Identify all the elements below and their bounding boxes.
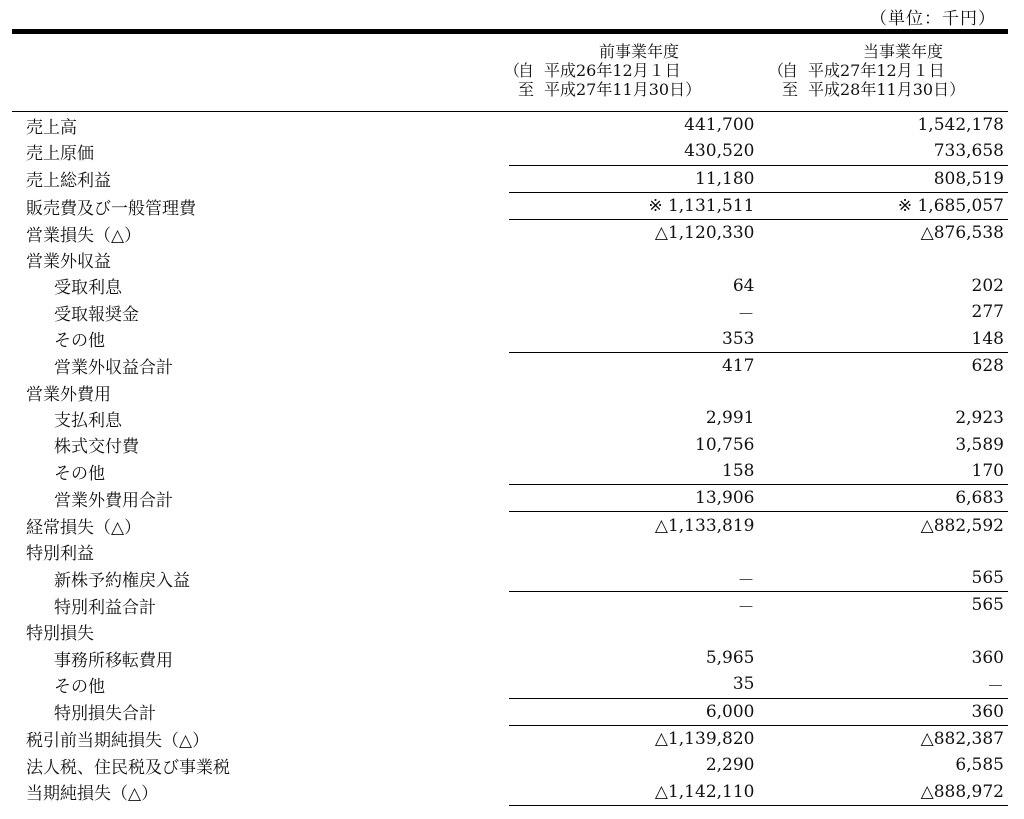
income-statement-table — [12, 112, 1008, 806]
prev-from-date: 平成26年12月１日 — [544, 61, 681, 80]
table-row — [12, 379, 1008, 405]
column-header — [12, 34, 1008, 112]
cur-value: 1,542,178 — [917, 115, 1004, 136]
table-row — [12, 619, 1008, 645]
prev-value: － — [737, 304, 755, 325]
cur-value: 202 — [971, 275, 1004, 296]
unit-label: （単位：千円） — [870, 9, 996, 29]
prev-to-label: 至 — [518, 80, 535, 99]
row-label: 法人税、住民税及び事業税 — [26, 757, 230, 778]
prev-value: 441,700 — [684, 115, 755, 136]
table-row — [12, 138, 1008, 165]
table-row — [12, 325, 1008, 352]
cur-value: 733,658 — [933, 141, 1004, 162]
prev-value: 417 — [509, 352, 759, 379]
cur-value: 2,923 — [955, 408, 1004, 429]
row-label: 株式交付費 — [54, 437, 139, 458]
cur-to-date: 平成28年11月30日） — [808, 80, 966, 99]
table-row — [12, 458, 1008, 485]
table-row — [12, 512, 1008, 539]
cur-value: 3,589 — [955, 434, 1004, 455]
row-label: 営業外収益 — [26, 252, 111, 273]
cur-value — [758, 246, 1008, 272]
table-row — [12, 671, 1008, 698]
cur-from-label: 自 — [782, 61, 799, 80]
prev-value: △1,139,820 — [509, 725, 759, 752]
prev-value: 158 — [722, 461, 755, 481]
cur-value — [758, 539, 1008, 565]
cur-value: 6,585 — [955, 755, 1004, 776]
cur-period-header — [768, 42, 1024, 99]
row-label: 受取利息 — [54, 278, 122, 299]
prev-value — [509, 379, 759, 405]
prev-value: 6,000 — [509, 698, 759, 725]
cur-value: 6,683 — [758, 485, 1008, 512]
cur-value: △876,538 — [758, 220, 1008, 247]
row-label: 当期純損失（△） — [26, 784, 159, 805]
prev-value: 35 — [732, 674, 755, 695]
cur-from-date: 平成27年12月１日 — [808, 61, 945, 80]
row-label: 営業損失（△） — [26, 225, 142, 246]
cur-value — [758, 619, 1008, 645]
prev-period-header — [504, 42, 764, 99]
prev-value: 10,756 — [695, 434, 755, 455]
prev-value: － — [509, 592, 759, 619]
cur-open-paren: （ — [768, 61, 785, 80]
table-row — [12, 352, 1008, 379]
row-label: 経常損失（△） — [26, 517, 142, 538]
cur-value: 170 — [971, 461, 1004, 481]
cur-value: 808,519 — [758, 165, 1008, 192]
row-label: 営業外収益合計 — [54, 358, 173, 379]
table-row — [12, 405, 1008, 431]
table-row — [12, 592, 1008, 619]
prev-value: ※ 1,131,511 — [509, 192, 759, 219]
cur-value: ※ 1,685,057 — [758, 192, 1008, 219]
row-label: 売上原価 — [26, 144, 94, 165]
row-label: 販売費及び一般管理費 — [26, 198, 196, 219]
cur-value: △888,972 — [758, 778, 1008, 805]
prev-value: 2,991 — [705, 408, 755, 429]
cur-value: 277 — [971, 302, 1004, 323]
cur-value: 360 — [971, 648, 1004, 669]
prev-value — [509, 246, 759, 272]
cur-value: 360 — [758, 698, 1008, 725]
prev-value: △1,133,819 — [509, 512, 759, 539]
cur-value: △882,387 — [758, 725, 1008, 752]
cur-value: 628 — [758, 352, 1008, 379]
prev-value: △1,120,330 — [509, 220, 759, 247]
prev-value: 5,965 — [705, 648, 755, 669]
prev-open-paren: （ — [504, 61, 521, 80]
row-label: 特別利益 — [26, 544, 94, 565]
row-label: 税引前当期純損失（△） — [26, 731, 210, 752]
row-label: 特別損失 — [26, 624, 94, 645]
cur-to-label: 至 — [782, 80, 799, 99]
table-row — [12, 725, 1008, 752]
row-label: 受取報奨金 — [54, 304, 139, 325]
prev-value: △1,142,110 — [509, 778, 759, 805]
table-row — [12, 112, 1008, 138]
prev-period-title: 前事業年度 — [598, 42, 679, 61]
prev-value: 353 — [722, 328, 755, 349]
table-row — [12, 778, 1008, 805]
prev-value: 11,180 — [509, 165, 759, 192]
row-label: 事務所移転費用 — [54, 650, 173, 671]
row-label: その他 — [54, 463, 105, 484]
cur-value: 565 — [758, 592, 1008, 619]
table-row — [12, 246, 1008, 272]
cur-value: 148 — [971, 328, 1004, 349]
cur-value: △882,592 — [758, 512, 1008, 539]
prev-value — [509, 619, 759, 645]
prev-value: 2,290 — [705, 755, 755, 776]
cur-period-title: 当事業年度 — [862, 42, 943, 61]
cur-value — [758, 379, 1008, 405]
prev-value: 13,906 — [509, 485, 759, 512]
row-label: その他 — [54, 677, 105, 698]
table-row — [12, 220, 1008, 247]
row-label: 営業外費用合計 — [54, 490, 173, 511]
row-label: その他 — [54, 331, 105, 352]
row-label: 特別損失合計 — [54, 704, 156, 725]
row-label: 売上高 — [26, 117, 77, 138]
row-label: 新株予約権戻入益 — [54, 570, 190, 591]
table-row — [12, 192, 1008, 219]
table-row — [12, 299, 1008, 325]
prev-value: 430,520 — [684, 141, 755, 162]
table-row — [12, 273, 1008, 299]
cur-value: － — [987, 676, 1004, 697]
table-row — [12, 752, 1008, 778]
prev-from-label: 自 — [518, 61, 535, 80]
table-row — [12, 485, 1008, 512]
table-row — [12, 698, 1008, 725]
prev-to-date: 平成27年11月30日） — [544, 80, 702, 99]
row-label: 支払利息 — [54, 410, 122, 431]
table-row — [12, 565, 1008, 592]
cur-value: 565 — [971, 568, 1004, 589]
table-row — [12, 432, 1008, 458]
prev-value: 64 — [732, 275, 755, 296]
row-label: 特別利益合計 — [54, 597, 156, 618]
table-row — [12, 165, 1008, 192]
row-label: 売上総利益 — [26, 171, 111, 192]
row-label: 営業外費用 — [26, 384, 111, 405]
table-row — [12, 539, 1008, 565]
table-row — [12, 645, 1008, 671]
prev-value — [509, 539, 759, 565]
prev-value: － — [737, 570, 755, 591]
